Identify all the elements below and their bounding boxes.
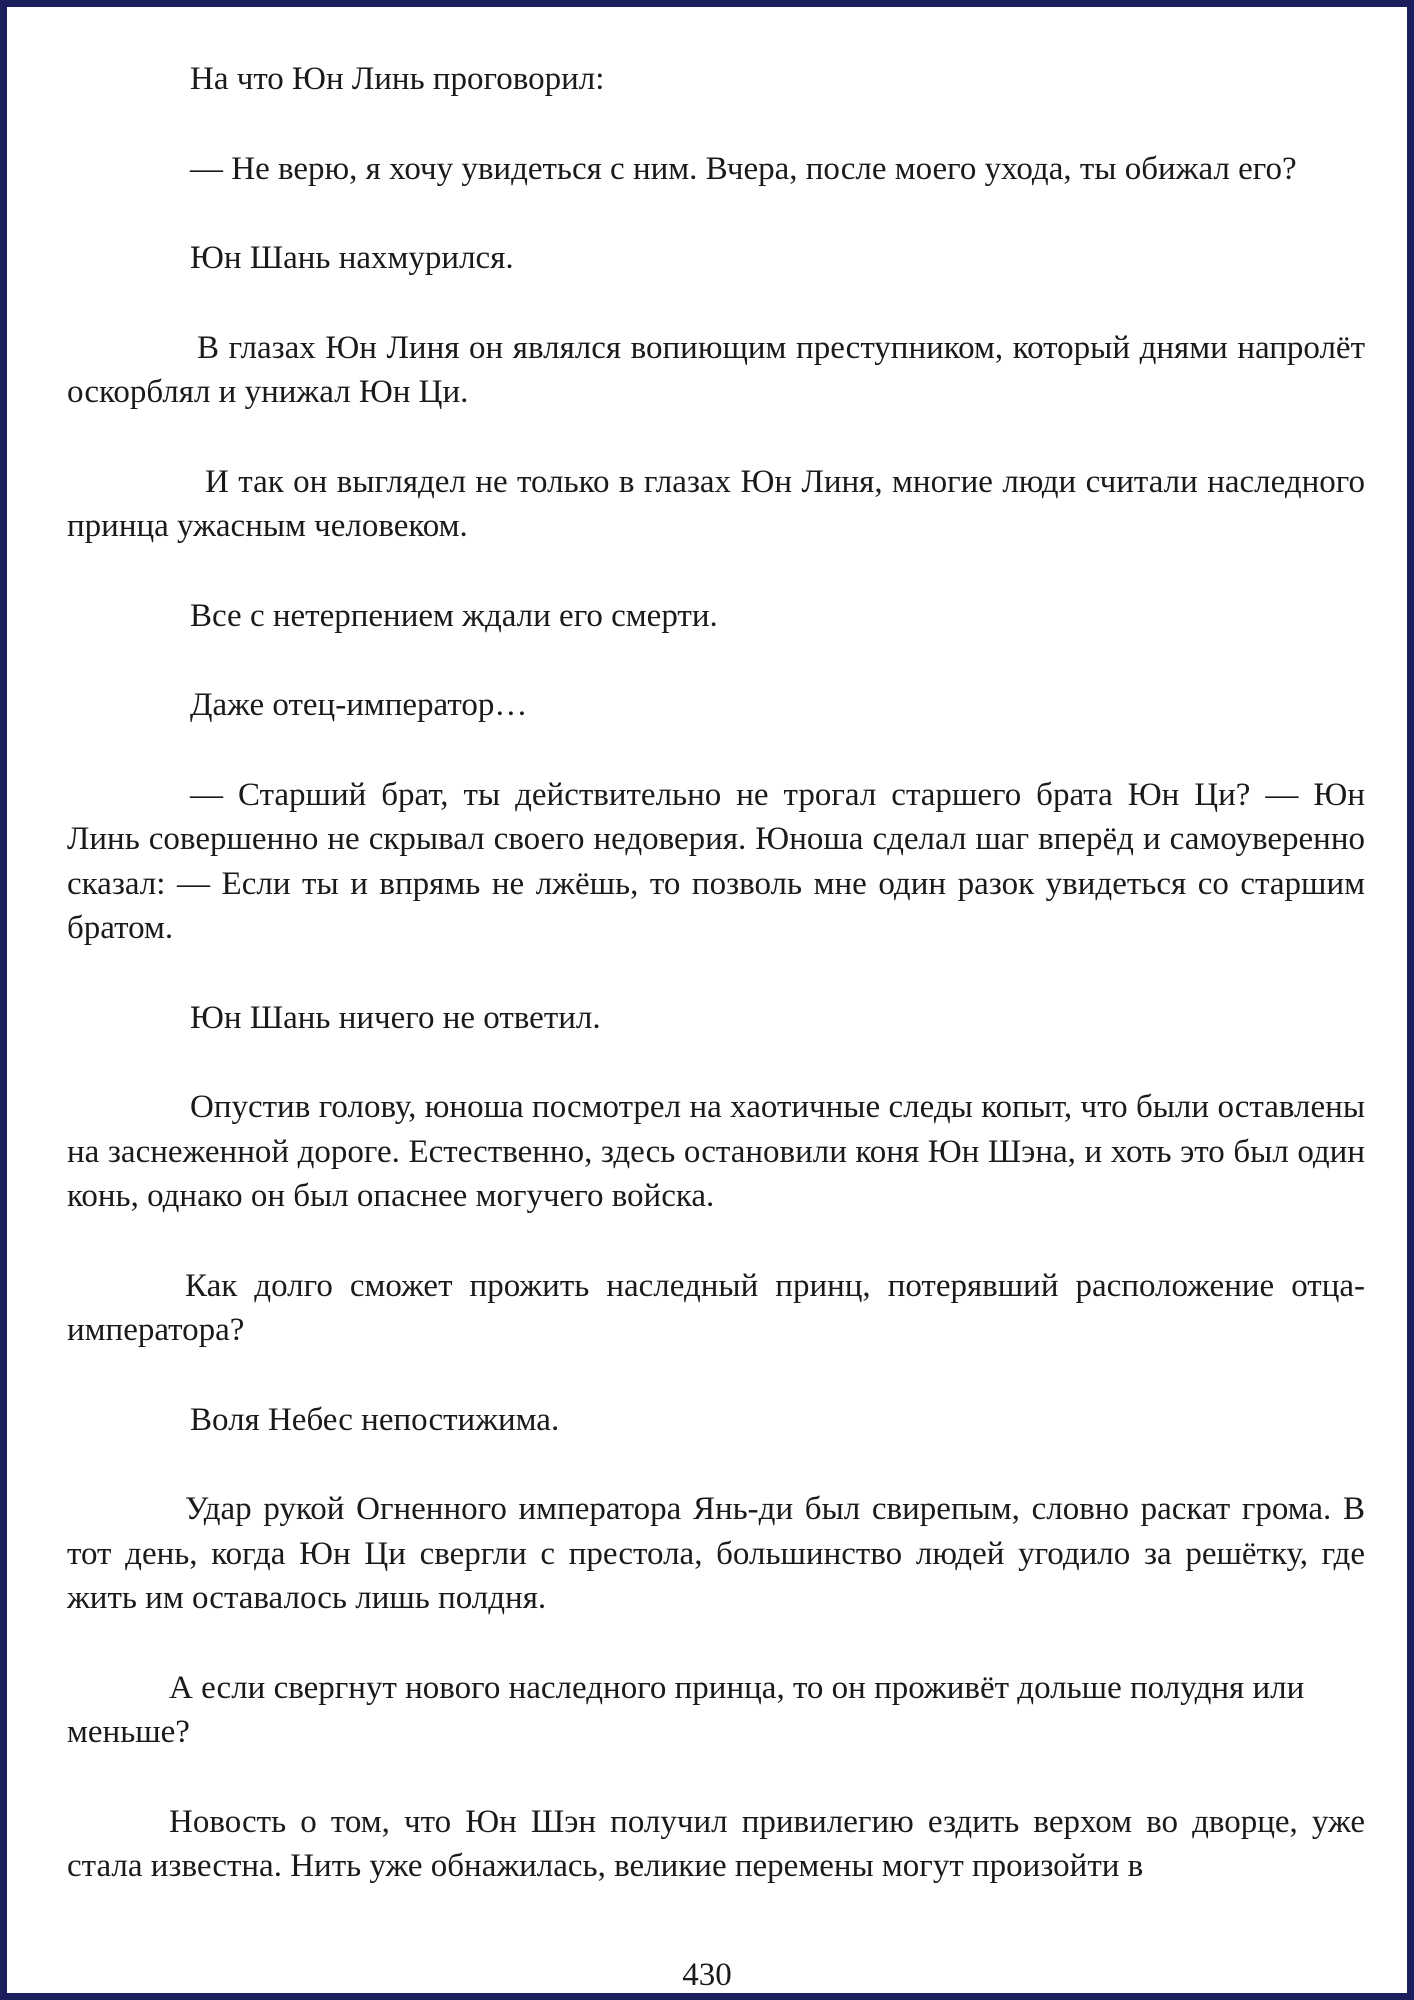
paragraph: На что Юн Линь проговорил: xyxy=(190,61,605,97)
paragraph: Юн Шань ничего не ответил. xyxy=(190,999,601,1036)
page-text xyxy=(67,57,1365,1934)
paragraph: И так он выглядел не только в глазах Юн Линя, многие люди считали наследного принца ужасным человеком. xyxy=(67,463,1365,544)
paragraph: Как долго сможет прожить наследный принц, потерявший расположение отца-императора? xyxy=(67,1267,1365,1348)
page-number: 430 xyxy=(682,1957,732,1993)
paragraph: Новость о том, что Юн Шэн получил привилегию ездить верхом во дворце, уже стала известна. Нить уже обнажилась, великие перемены могут произойти в xyxy=(67,1803,1365,1884)
paragraph: Юн Шань нахмурился. xyxy=(190,240,514,276)
paragraph: — Старший брат, ты действительно не трогал старшего брата Юн Ци? — Юн Линь совершенно не скрывал своего недоверия. Юноша сделал шаг вперёд и самоуверенно сказал: — Если ты и впрямь не лжёшь, то позволь мне один разок увидеться со старшим братом. xyxy=(67,776,1365,946)
paragraph: А если свергнут нового наследного принца, то он проживёт дольше полудня или меньше? xyxy=(67,1669,1305,1750)
paragraph: Даже отец-император… xyxy=(190,687,528,723)
paragraph: Удар рукой Огненного императора Янь-ди был свирепым, словно раскат грома. В тот день, когда Юн Ци свергли с престола, большинство людей угодило за решётку, где жить им оставалось лишь полдня. xyxy=(67,1491,1365,1616)
paragraph: В глазах Юн Линя он являлся вопиющим преступником, который днями напролёт оскорблял и унижал Юн Ци. xyxy=(67,329,1365,410)
paragraph: Все с нетерпением ждали его смерти. xyxy=(190,597,718,634)
paragraph: — Не верю, я хочу увидеться с ним. Вчера, после моего ухода, ты обижал его? xyxy=(190,150,1297,187)
paragraph: Опустив голову, юноша посмотрел на хаотичные следы копыт, что были оставлены на заснеженной дороге. Естественно, здесь остановили коня Юн Шэна, и хоть это был один конь, однако он был опаснее могучего войска. xyxy=(67,1089,1365,1214)
paragraph: Воля Небес непостижима. xyxy=(190,1401,560,1438)
